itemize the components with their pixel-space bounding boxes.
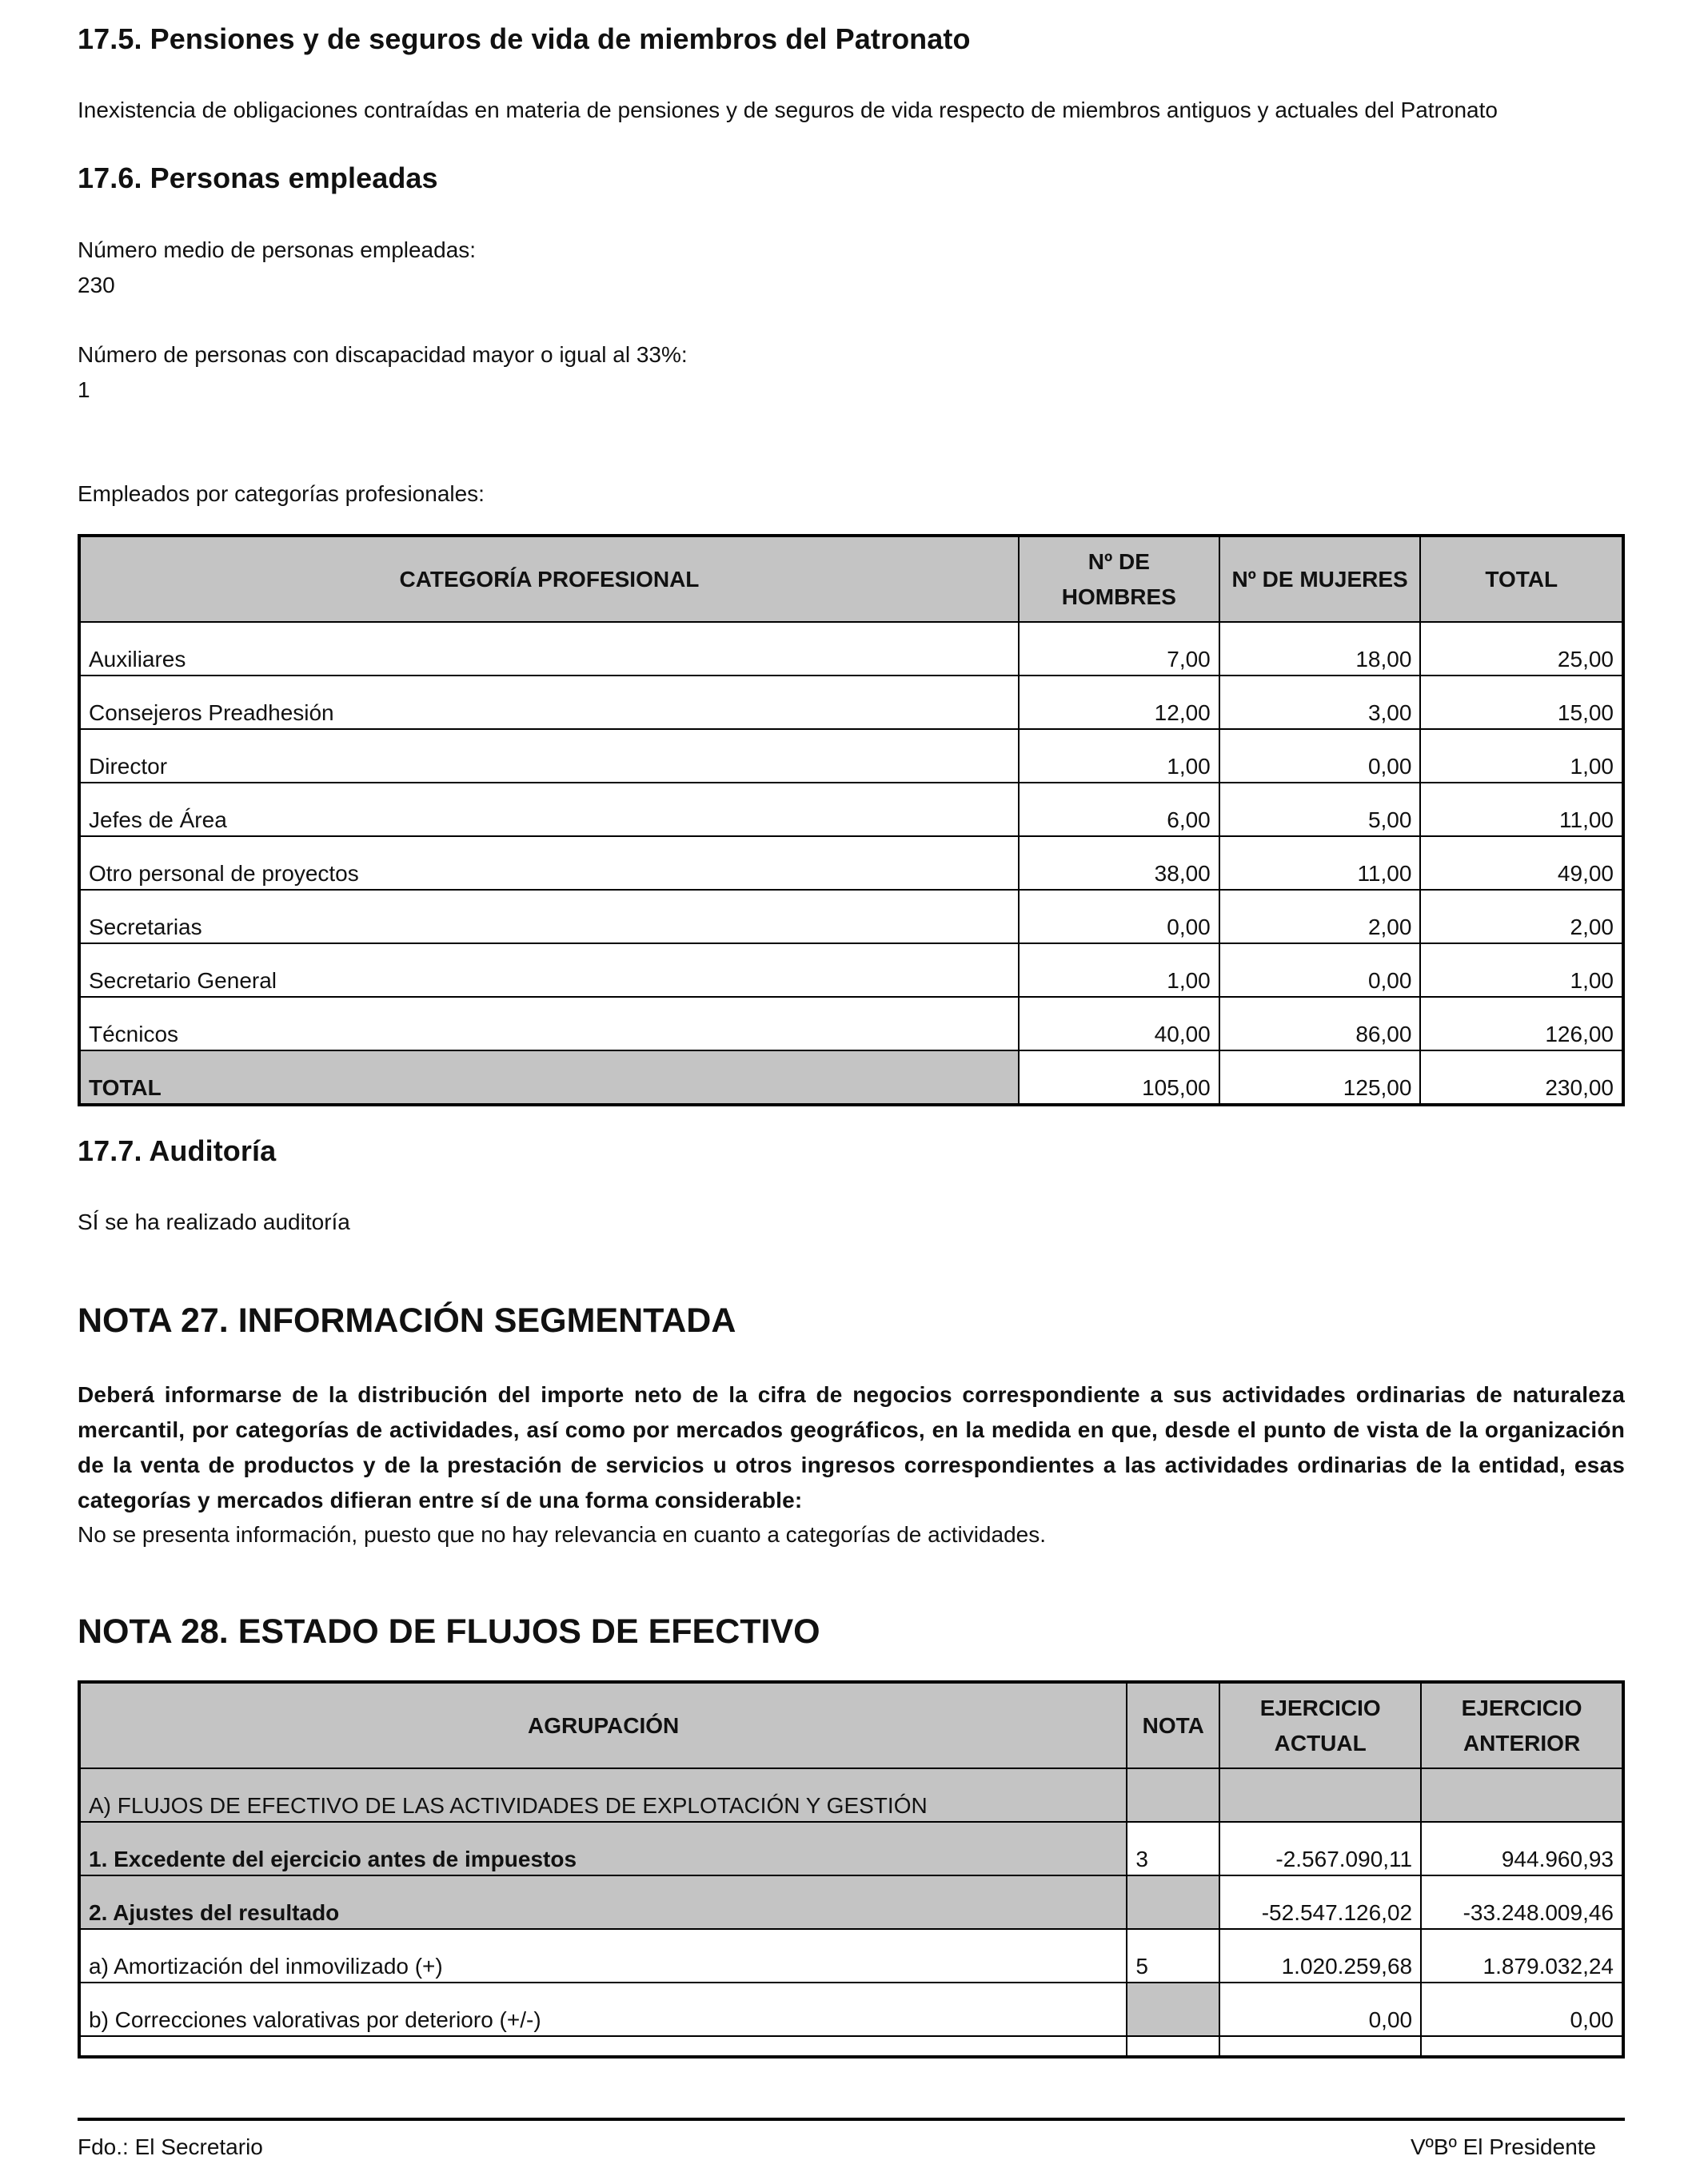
total-men: 105,00	[1019, 1050, 1219, 1105]
cell-category: Secretario General	[79, 943, 1019, 997]
total-women: 125,00	[1219, 1050, 1421, 1105]
cell-nota: 5	[1127, 1929, 1219, 1983]
cash-flow-header-row	[79, 1682, 1623, 1768]
header-nota: NOTA	[1127, 1682, 1219, 1768]
cell-agrupacion: 2. Ajustes del resultado	[79, 1875, 1127, 1929]
cell-men: 6,00	[1019, 783, 1219, 836]
pensiones-text: Inexistencia de obligaciones contraídas en materia de pensiones y de seguros de vida respecto de miembros antiguos y actuales del Patronato	[78, 98, 1498, 122]
cell-category: Secretarias	[79, 890, 1019, 943]
employees-table	[78, 534, 1625, 1106]
table-row	[79, 997, 1623, 1050]
employees-header-row	[79, 536, 1623, 622]
header-hombres: Nº DE HOMBRES	[1019, 536, 1219, 622]
cell-women: 2,00	[1219, 890, 1421, 943]
cell-nota	[1127, 1768, 1219, 1822]
cell-total: 15,00	[1420, 676, 1623, 729]
cell-category: Técnicos	[79, 997, 1019, 1050]
avg-employees-label: Número medio de personas empleadas:	[78, 237, 477, 262]
cell-total: 25,00	[1420, 622, 1623, 676]
cell-women: 3,00	[1219, 676, 1421, 729]
cell-men: 1,00	[1019, 729, 1219, 783]
nota-28-title: NOTA 28. ESTADO DE FLUJOS DE EFECTIVO	[78, 1612, 820, 1651]
header-total: TOTAL	[1420, 536, 1623, 622]
total-row	[79, 1050, 1623, 1105]
categories-label: Empleados por categorías profesionales:	[78, 481, 485, 506]
cell-empty	[79, 2036, 1127, 2057]
table-row	[79, 943, 1623, 997]
table-row	[79, 1822, 1623, 1875]
header-ejercicio-anterior: EJERCICIO ANTERIOR	[1421, 1682, 1623, 1768]
nota-27-text: No se presenta información, puesto que no hay relevancia en cuanto a categorías de actividades.	[78, 1522, 1046, 1547]
auditoria-text: SÍ se ha realizado auditoría	[78, 1210, 350, 1234]
cell-actual: 1.020.259,68	[1219, 1929, 1421, 1983]
cell-agrupacion: a) Amortización del inmovilizado (+)	[79, 1929, 1127, 1983]
table-row	[79, 1875, 1623, 1929]
cell-men: 40,00	[1019, 997, 1219, 1050]
cell-empty	[1127, 2036, 1219, 2057]
cell-agrupacion: 1. Excedente del ejercicio antes de impuestos	[79, 1822, 1127, 1875]
cell-total: 11,00	[1420, 783, 1623, 836]
nota-27-bold-text: Deberá informarse de la distribución del importe neto de la cifra de negocios correspondiente a sus actividades ordinarias de naturaleza mercantil, por categorías de actividades, así como por mercados geográficos, en la medida en que, desde el punto de vista de la organización de la venta de productos y de la prestación de servicios u otros ingresos correspondientes a las actividades ordinarias de la entidad, esas categorías y mercados difieran entre sí de una forma considerable:	[78, 1382, 1625, 1512]
cell-total: 126,00	[1420, 997, 1623, 1050]
cell-agrupacion: A) FLUJOS DE EFECTIVO DE LAS ACTIVIDADES DE EXPLOTACIÓN Y GESTIÓN	[79, 1768, 1127, 1822]
cell-anterior: 1.879.032,24	[1421, 1929, 1623, 1983]
cell-nota: 3	[1127, 1822, 1219, 1875]
table-row	[79, 1983, 1623, 2036]
cell-women: 86,00	[1219, 997, 1421, 1050]
table-row	[79, 1768, 1623, 1822]
cell-empty	[1421, 2036, 1623, 2057]
cell-men: 0,00	[1019, 890, 1219, 943]
header-mujeres: Nº DE MUJERES	[1219, 536, 1421, 622]
table-row-empty	[79, 2036, 1623, 2057]
nota-27-title: NOTA 27. INFORMACIÓN SEGMENTADA	[78, 1301, 736, 1340]
table-row	[79, 836, 1623, 890]
section-title-17-7: 17.7. Auditoría	[78, 1134, 277, 1167]
cell-men: 1,00	[1019, 943, 1219, 997]
cell-actual: 0,00	[1219, 1983, 1421, 2036]
signature-secretario: Fdo.: El Secretario	[78, 2134, 263, 2159]
disability-label: Número de personas con discapacidad mayor o igual al 33%:	[78, 342, 688, 367]
cell-women: 18,00	[1219, 622, 1421, 676]
table-row	[79, 1929, 1623, 1983]
cell-women: 0,00	[1219, 943, 1421, 997]
table-row	[79, 676, 1623, 729]
section-title-17-5: 17.5. Pensiones y de seguros de vida de miembros del Patronato	[78, 22, 971, 55]
cell-actual: -2.567.090,11	[1219, 1822, 1421, 1875]
cell-anterior: -33.248.009,46	[1421, 1875, 1623, 1929]
cell-total: 49,00	[1420, 836, 1623, 890]
cell-nota	[1127, 1983, 1219, 2036]
section-title-17-6: 17.6. Personas empleadas	[78, 161, 438, 194]
cell-anterior	[1421, 1768, 1623, 1822]
cell-category: Director	[79, 729, 1019, 783]
footer-divider	[78, 2118, 1625, 2121]
cell-anterior: 944.960,93	[1421, 1822, 1623, 1875]
cell-women: 11,00	[1219, 836, 1421, 890]
cell-category: Auxiliares	[79, 622, 1019, 676]
table-row	[79, 890, 1623, 943]
total-total: 230,00	[1420, 1050, 1623, 1105]
cell-men: 38,00	[1019, 836, 1219, 890]
cash-flow-table	[78, 1680, 1625, 2058]
cell-actual: -52.547.126,02	[1219, 1875, 1421, 1929]
cell-women: 5,00	[1219, 783, 1421, 836]
header-ejercicio-actual: EJERCICIO ACTUAL	[1219, 1682, 1421, 1768]
table-row	[79, 622, 1623, 676]
cell-category: Otro personal de proyectos	[79, 836, 1019, 890]
header-categoria: CATEGORÍA PROFESIONAL	[79, 536, 1019, 622]
signature-presidente: VºBº El Presidente	[1411, 2134, 1597, 2159]
cell-men: 7,00	[1019, 622, 1219, 676]
cell-anterior: 0,00	[1421, 1983, 1623, 2036]
cell-women: 0,00	[1219, 729, 1421, 783]
cell-category: Jefes de Área	[79, 783, 1019, 836]
header-agrupacion: AGRUPACIÓN	[79, 1682, 1127, 1768]
cell-empty	[1219, 2036, 1421, 2057]
cell-total: 1,00	[1420, 729, 1623, 783]
table-row	[79, 729, 1623, 783]
cell-agrupacion: b) Correcciones valorativas por deterioro (+/-)	[79, 1983, 1127, 2036]
table-row	[79, 783, 1623, 836]
avg-employees-value: 230	[78, 273, 115, 297]
cell-nota	[1127, 1875, 1219, 1929]
cell-total: 2,00	[1420, 890, 1623, 943]
cell-men: 12,00	[1019, 676, 1219, 729]
total-label: TOTAL	[79, 1050, 1019, 1105]
cell-category: Consejeros Preadhesión	[79, 676, 1019, 729]
disability-value: 1	[78, 377, 90, 402]
cell-actual	[1219, 1768, 1421, 1822]
cell-total: 1,00	[1420, 943, 1623, 997]
